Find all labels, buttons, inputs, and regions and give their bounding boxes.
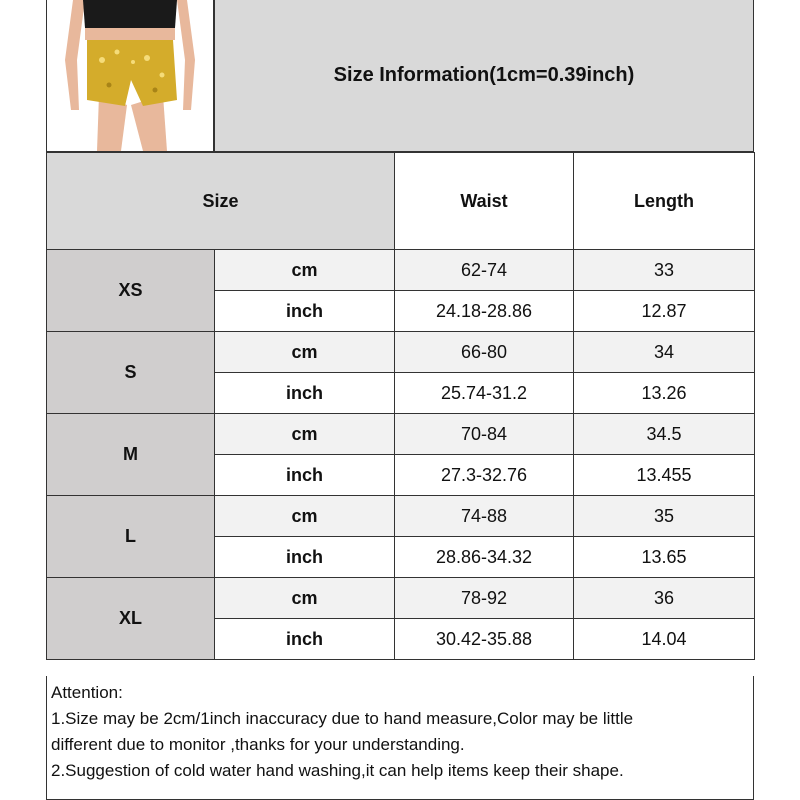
size-label-l: L	[47, 496, 215, 578]
table-row	[47, 332, 755, 373]
table-header-row	[47, 153, 755, 250]
notes-heading: Attention:	[51, 683, 123, 702]
length-column-header: Length	[574, 153, 755, 250]
unit-inch: inch	[215, 619, 395, 660]
waist-value: 27.3-32.76	[395, 455, 574, 496]
waist-value: 74-88	[395, 496, 574, 537]
note-line: 2.Suggestion of cold water hand washing,it can help items keep their shape.	[51, 761, 624, 780]
waist-value: 24.18-28.86	[395, 291, 574, 332]
size-chart	[46, 0, 754, 800]
note-line: different due to monitor ,thanks for your understanding.	[51, 735, 465, 754]
waist-value: 30.42-35.88	[395, 619, 574, 660]
table-row	[47, 414, 755, 455]
length-value: 35	[574, 496, 755, 537]
size-label-m: M	[47, 414, 215, 496]
attention-notes	[46, 676, 754, 800]
length-value: 13.26	[574, 373, 755, 414]
length-value: 13.455	[574, 455, 755, 496]
unit-inch: inch	[215, 455, 395, 496]
unit-cm: cm	[215, 496, 395, 537]
length-value: 12.87	[574, 291, 755, 332]
size-column-header: Size	[47, 153, 395, 250]
table-row	[47, 578, 755, 619]
length-value: 34	[574, 332, 755, 373]
length-value: 34.5	[574, 414, 755, 455]
table-row	[47, 250, 755, 291]
size-info-title-cell	[215, 0, 753, 151]
waist-column-header: Waist	[395, 153, 574, 250]
size-label-xl: XL	[47, 578, 215, 660]
unit-cm: cm	[215, 578, 395, 619]
size-label-xs: XS	[47, 250, 215, 332]
waist-value: 66-80	[395, 332, 574, 373]
unit-cm: cm	[215, 332, 395, 373]
waist-value: 62-74	[395, 250, 574, 291]
size-label-s: S	[47, 332, 215, 414]
unit-inch: inch	[215, 291, 395, 332]
unit-cm: cm	[215, 250, 395, 291]
waist-value: 28.86-34.32	[395, 537, 574, 578]
length-value: 36	[574, 578, 755, 619]
waist-value: 78-92	[395, 578, 574, 619]
length-value: 33	[574, 250, 755, 291]
unit-cm: cm	[215, 414, 395, 455]
waist-value: 70-84	[395, 414, 574, 455]
waist-value: 25.74-31.2	[395, 373, 574, 414]
length-value: 14.04	[574, 619, 755, 660]
size-table	[46, 152, 755, 660]
table-row	[47, 496, 755, 537]
product-photo	[47, 0, 215, 151]
unit-inch: inch	[215, 537, 395, 578]
header-row	[46, 0, 754, 152]
length-value: 13.65	[574, 537, 755, 578]
page-title: Size Information(1cm=0.39inch)	[333, 64, 635, 86]
unit-inch: inch	[215, 373, 395, 414]
note-line: 1.Size may be 2cm/1inch inaccuracy due to hand measure,Color may be little	[51, 709, 634, 728]
model-shorts-icon	[47, 0, 213, 151]
